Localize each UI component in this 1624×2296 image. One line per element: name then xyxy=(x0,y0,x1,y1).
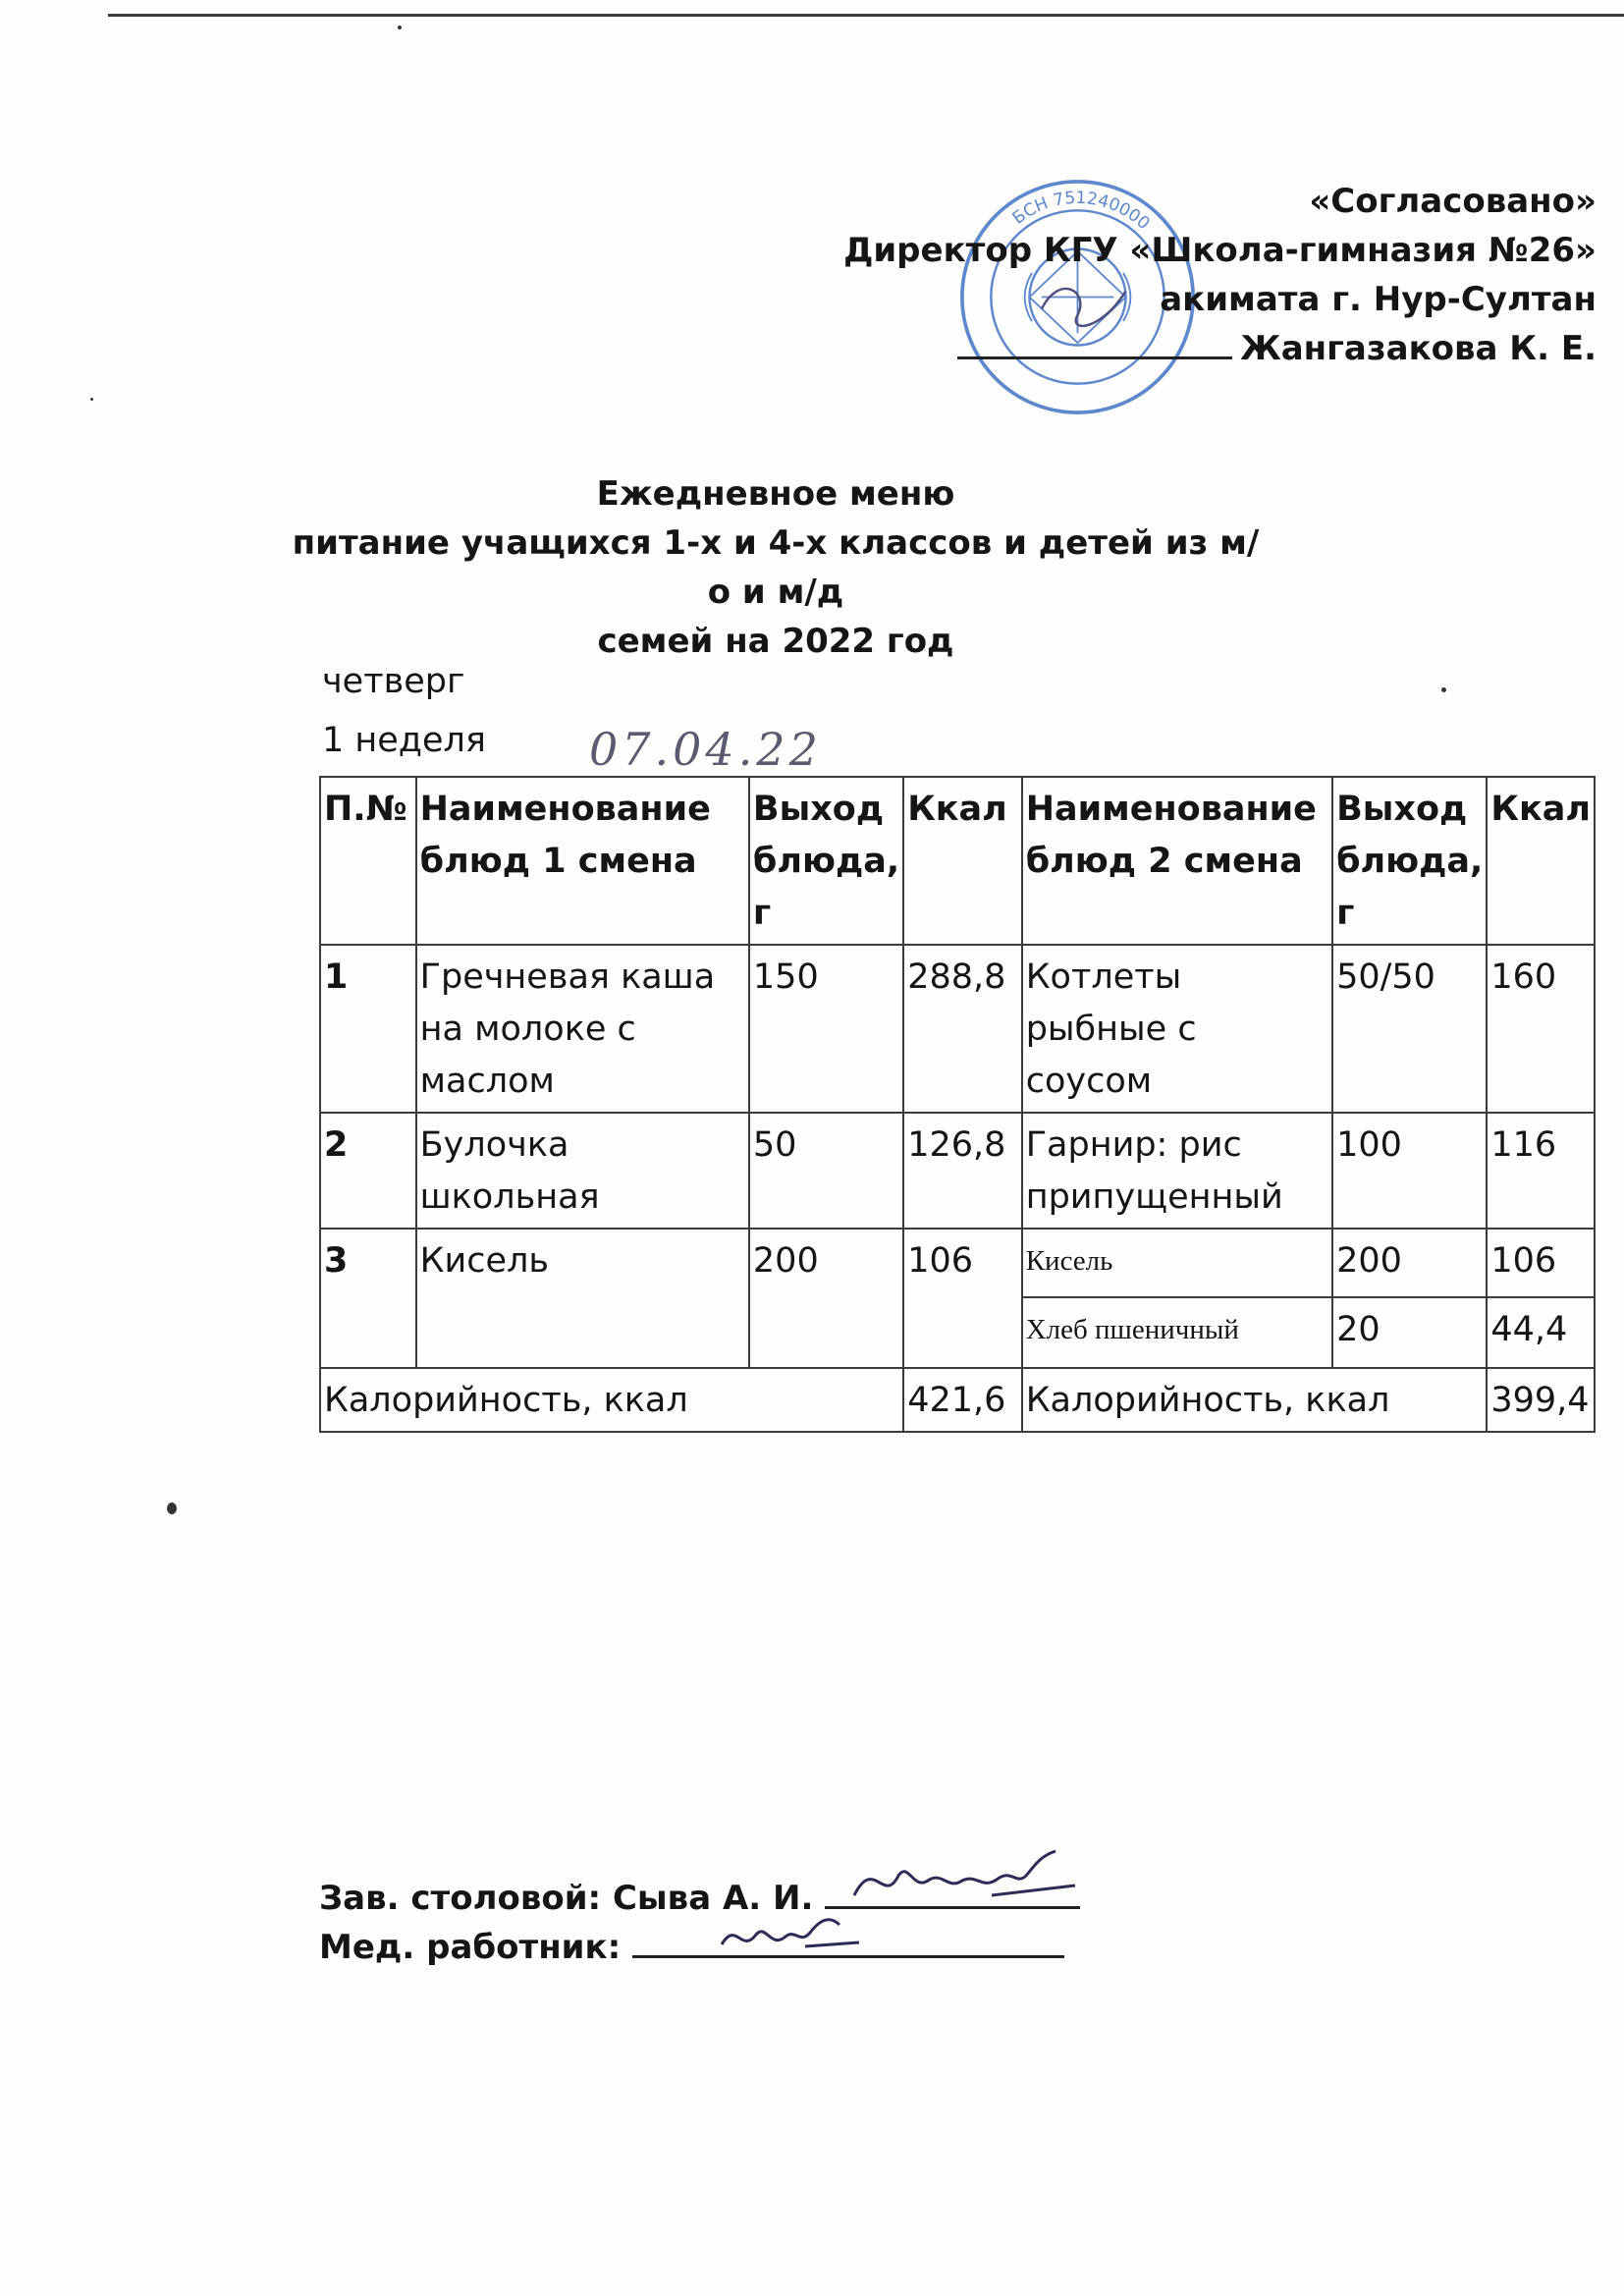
title-line-1: Ежедневное меню xyxy=(596,474,955,514)
dish-shift-2: Кисель xyxy=(1022,1229,1332,1297)
scan-speck xyxy=(90,398,93,401)
dish-shift-1: Булочка школьная xyxy=(416,1113,749,1229)
output-shift-2: 200 xyxy=(1332,1229,1487,1297)
title-line-2: питание учащихся 1-х и 4-х классов и детей из м/о и м/д xyxy=(292,523,1260,612)
week-label: 1 неделя xyxy=(322,721,486,760)
header-dish-shift-2: Наименование блюд 2 смена xyxy=(1022,777,1332,945)
table-row xyxy=(320,1113,1595,1229)
handwritten-date: 07.04.22 xyxy=(589,723,822,776)
kcal-shift-2: 106 xyxy=(1487,1229,1595,1297)
output-shift-2: 20 xyxy=(1332,1297,1487,1368)
kcal-shift-1: 106 xyxy=(903,1229,1022,1368)
scan-speck xyxy=(398,26,402,29)
total-label-shift-2: Калорийность, ккал xyxy=(1022,1368,1488,1432)
top-border-line xyxy=(108,14,1624,17)
row-number: 2 xyxy=(320,1113,416,1229)
kcal-shift-2: 44,4 xyxy=(1487,1297,1595,1368)
header-kcal-shift-1: Ккал xyxy=(903,777,1022,945)
approval-organization: акимата г. Нур-Султан xyxy=(1160,280,1597,319)
medical-worker-label: Мед. работник: xyxy=(319,1928,622,1967)
director-name: Жангазакова К. Е. xyxy=(1240,329,1597,368)
weekday-label: четверг xyxy=(322,662,465,701)
output-shift-1: 150 xyxy=(749,945,903,1113)
signature-line xyxy=(957,331,1232,359)
table-row xyxy=(320,1229,1595,1297)
table-row xyxy=(320,945,1595,1113)
approval-block xyxy=(713,177,1597,373)
total-value-shift-2: 399,4 xyxy=(1487,1368,1595,1432)
output-shift-1: 50 xyxy=(749,1113,903,1229)
header-kcal-shift-2: Ккал xyxy=(1487,777,1595,945)
total-value-shift-1: 421,6 xyxy=(903,1368,1022,1432)
header-output-shift-2: Выход блюда, г xyxy=(1332,777,1487,945)
kcal-shift-2: 160 xyxy=(1487,945,1595,1113)
approval-position: Директор КГУ «Школа-гимназия №26» xyxy=(843,231,1597,270)
document-title xyxy=(285,469,1267,666)
handwritten-signature-icon xyxy=(844,1846,1080,1915)
header-number: П.№ xyxy=(320,777,416,945)
header-output-shift-1: Выход блюда, г xyxy=(749,777,903,945)
dish-shift-2: Гарнир: рис припущенный xyxy=(1022,1113,1332,1229)
dish-shift-1: Кисель xyxy=(416,1229,749,1368)
row-number: 3 xyxy=(320,1229,416,1368)
kcal-shift-2: 116 xyxy=(1487,1113,1595,1229)
kcal-shift-1: 126,8 xyxy=(903,1113,1022,1229)
output-shift-2: 50/50 xyxy=(1332,945,1487,1113)
header-dish-shift-1: Наименование блюд 1 смена xyxy=(416,777,749,945)
total-label-shift-1: Калорийность, ккал xyxy=(320,1368,903,1432)
kcal-shift-1: 288,8 xyxy=(903,945,1022,1113)
output-shift-2: 100 xyxy=(1332,1113,1487,1229)
canteen-manager-label: Зав. столовой: Сыва А. И. xyxy=(319,1879,814,1918)
title-line-3: семей на 2022 год xyxy=(597,622,954,661)
dish-shift-2: Котлеты рыбные с соусом xyxy=(1022,945,1332,1113)
medical-worker-row xyxy=(319,1923,1080,1972)
svg-text:БСН 751240000: БСН 751240000 xyxy=(1008,188,1154,235)
row-number: 1 xyxy=(320,945,416,1113)
scan-speck xyxy=(167,1503,177,1514)
approval-heading: «Согласовано» xyxy=(1309,182,1597,221)
handwritten-signature-icon xyxy=(712,1905,869,1964)
dish-shift-1: Гречневая каша на молоке с маслом xyxy=(416,945,749,1113)
approval-signature-row xyxy=(713,324,1597,373)
output-shift-1: 200 xyxy=(749,1229,903,1368)
table-header-row xyxy=(320,777,1595,945)
menu-table xyxy=(319,776,1596,1433)
total-row xyxy=(320,1368,1595,1432)
scan-speck xyxy=(1441,687,1446,692)
dish-shift-2: Хлеб пшеничный xyxy=(1022,1297,1332,1368)
